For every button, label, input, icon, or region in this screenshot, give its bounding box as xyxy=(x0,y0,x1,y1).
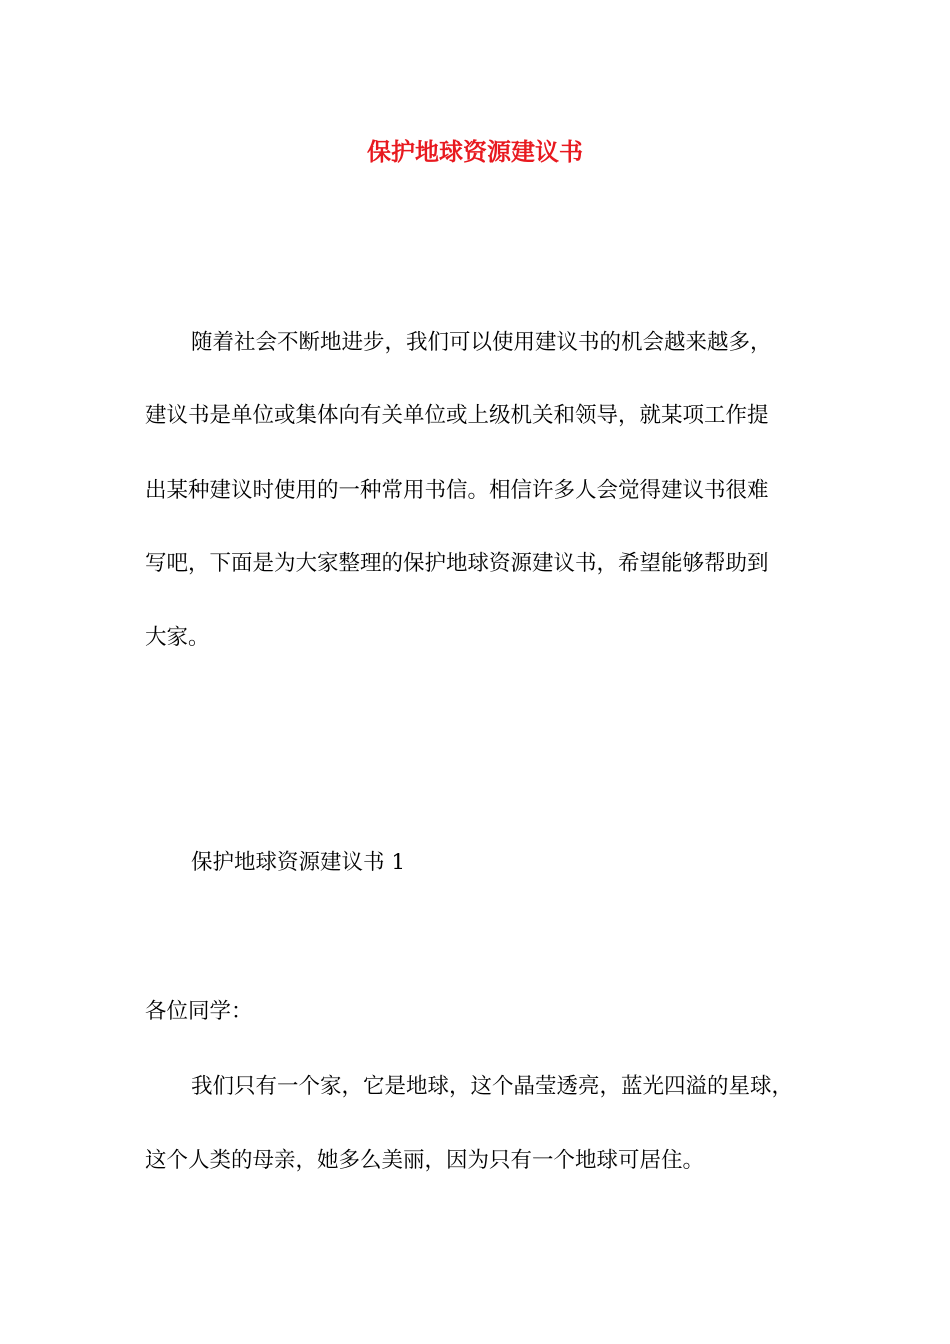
intro-line-5: 大家。 xyxy=(145,625,210,650)
body-line-2: 这个人类的母亲，她多么美丽，因为只有一个地球可居住。 xyxy=(145,1148,705,1173)
section-heading: 保护地球资源建议书 1 xyxy=(191,850,406,875)
intro-line-3: 出某种建议时使用的一种常用书信。相信许多人会觉得建议书很难 xyxy=(145,478,769,503)
salutation: 各位同学： xyxy=(145,999,253,1024)
intro-line-2: 建议书是单位或集体向有关单位或上级机关和领导，就某项工作提 xyxy=(145,403,769,428)
intro-line-4: 写吧，下面是为大家整理的保护地球资源建议书，希望能够帮助到 xyxy=(145,551,769,576)
document-title: 保护地球资源建议书 xyxy=(367,137,583,166)
intro-line-1: 随着社会不断地进步，我们可以使用建议书的机会越来越多， xyxy=(191,330,772,355)
body-line-1: 我们只有一个家，它是地球，这个晶莹透亮，蓝光四溢的星球， xyxy=(191,1074,794,1099)
